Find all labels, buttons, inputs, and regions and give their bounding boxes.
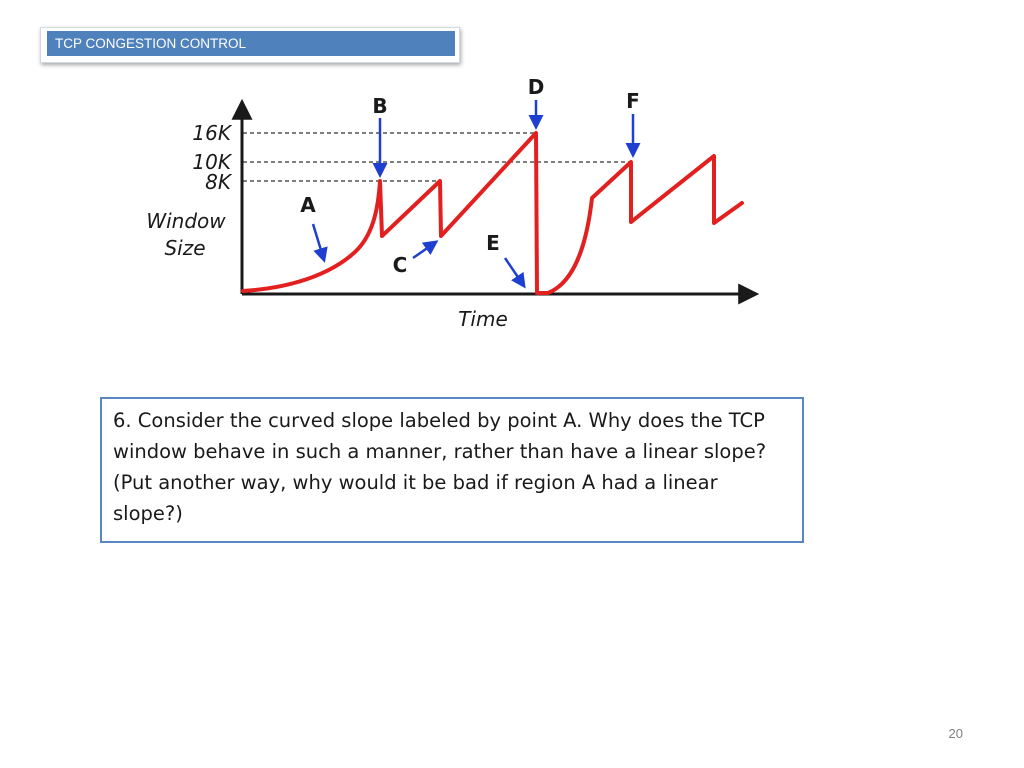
y-axis-label-line1: Window [146,209,226,233]
question-text: 6. Consider the curved slope labeled by point A. Why does the TCP window behave in such a manner, rather than have a linear slope? (Put another way, why would it be bad if region A had a linear slope?) [113,409,767,525]
question-box [100,397,804,543]
y-axis-label-line2: Size [164,236,206,260]
point-label-b: B [372,94,388,118]
x-axis-label: Time [458,307,508,331]
tick-label-16k: 16K [192,121,231,145]
point-label-a: A [300,193,316,217]
tick-label-10k: 10K [192,150,231,174]
slide-title: TCP CONGESTION CONTROL [47,31,455,56]
point-label-c: C [392,253,408,277]
point-label-e: E [486,231,500,255]
point-label-d: D [527,75,545,99]
window-curve [243,133,742,293]
arrow-c [413,242,436,258]
page-number: 20 [948,726,963,741]
arrow-e [505,258,524,286]
arrow-a [313,224,324,260]
tick-label-8k: 8K [205,170,231,194]
point-label-f: F [626,89,640,113]
